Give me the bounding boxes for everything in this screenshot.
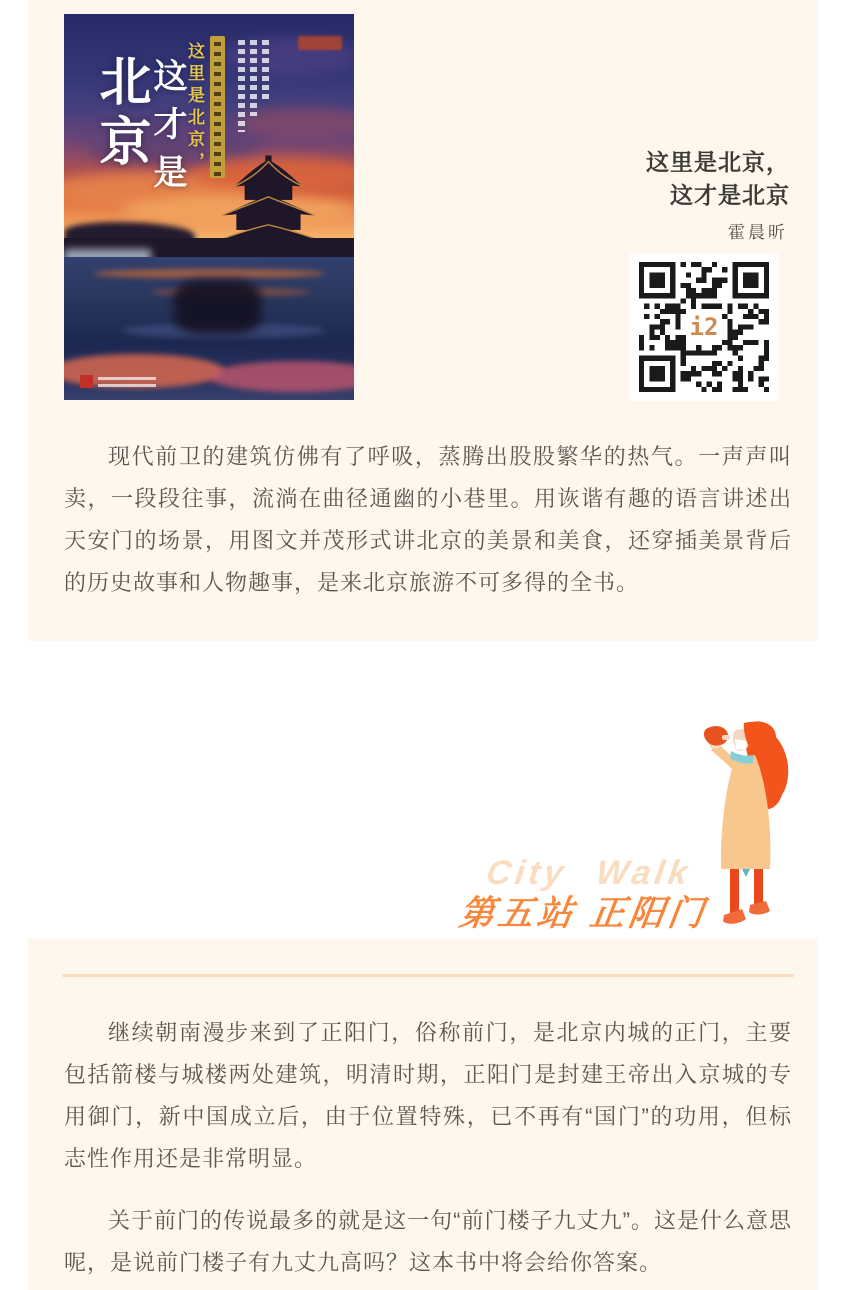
qr-code[interactable]: [630, 253, 778, 401]
body-section: [28, 938, 818, 1290]
citywalk-en-label: City Walk: [484, 854, 694, 892]
cover-poem-column: [238, 40, 245, 132]
section-divider: [62, 974, 794, 977]
cover-publisher-logo: [80, 375, 156, 388]
cover-brand-logo: [298, 36, 342, 50]
intro-paragraph: 现代前卫的建筑仿佛有了呼吸，蒸腾出股股繁华的热气。一声声叫卖，一段段往事，流淌在曲径通幽的小巷里。用诙谐有趣的语言讲述出天安门的场景，用图文并茂形式讲北京的美景和美食，还穿插美景背后的历史故事和人物趣事，是来北京旅游不可多得的全书。: [64, 444, 792, 595]
cover-tagline-ribbon: [210, 36, 225, 178]
body-paragraph-1: 继续朝南漫步来到了正阳门，俗称前门，是北京内城的正门，主要包括箭楼与城楼两处建筑，明清时期，正阳门是封建王帝出入京城的专用御门，新中国成立后，由于位置特殊，已不再有“国门”的功用，但标志性作用还是非常明显。: [64, 1020, 792, 1171]
publisher-seal-icon: [80, 375, 93, 388]
content-column: [28, 0, 818, 1290]
cover-poem-column: [262, 40, 269, 100]
publisher-name-text: [98, 377, 156, 387]
cover-tower-reflection: [174, 280, 261, 334]
book-title-line1: 这里是北京，: [646, 149, 790, 175]
cover-poem-column: [250, 40, 257, 116]
cover-title-sub-calligraphy: 这才是: [147, 58, 187, 202]
book-section: [28, 0, 818, 641]
book-title: [646, 146, 790, 212]
book-author: 霍晨昕: [728, 223, 788, 242]
book-title-line2: 这才是北京: [670, 182, 790, 208]
woman-illustration: [698, 719, 794, 929]
citywalk-station-title: 第五站 正阳门: [456, 894, 710, 933]
citywalk-section: [28, 641, 818, 938]
cover-subtitle-vertical: 这里是北京，: [185, 42, 204, 174]
book-cover-image[interactable]: [64, 14, 354, 400]
qr-center-logo: i2: [686, 309, 722, 345]
body-paragraph-2: 关于前门的传说最多的就是这一句“前门楼子九丈九”。这是什么意思呢，是说前门楼子有九丈九高吗？这本书中将会给你答案。: [64, 1208, 792, 1275]
cover-title-calligraphy: 北京: [90, 54, 151, 174]
